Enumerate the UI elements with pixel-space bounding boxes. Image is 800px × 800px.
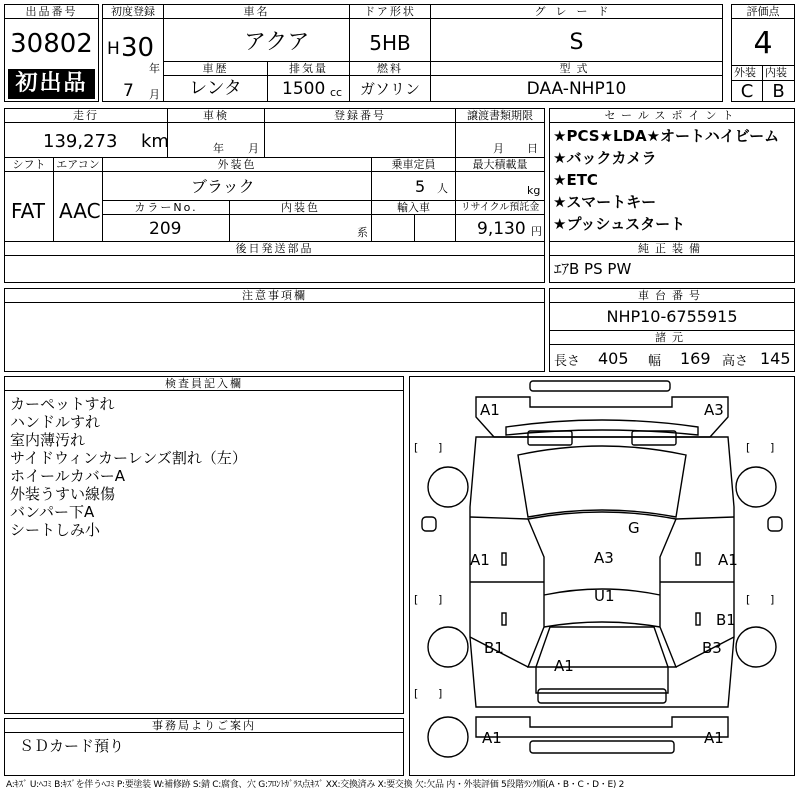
svg-text:]: ]: [770, 593, 775, 606]
max-load-unit: kg: [527, 184, 541, 197]
later-parts-box: [4, 241, 545, 283]
inspector-item: 外装うすい線傷: [10, 485, 116, 503]
inspection-year-unit: 年: [213, 142, 224, 155]
lot-number: 30802: [10, 29, 93, 59]
damage-mark: A3: [704, 401, 724, 419]
interior-score: B: [772, 81, 785, 102]
fuel-box: [349, 61, 431, 102]
displacement-unit: cc: [330, 86, 343, 99]
equipment-box: [549, 241, 795, 283]
notes-label: 注意事項欄: [5, 289, 544, 303]
transfer-day-unit: 日: [527, 142, 538, 155]
color-no-value: 209: [149, 219, 182, 239]
hood-outline: [506, 420, 698, 435]
office-label: 事務局よりご案内: [5, 719, 403, 733]
sales-points-box: [549, 108, 795, 242]
svg-text:]: ]: [770, 441, 775, 454]
damage-mark: A1: [554, 657, 574, 675]
svg-text:]: ]: [438, 441, 443, 454]
first-reg-month-unit: 月: [149, 88, 160, 101]
svg-text:[: [: [414, 687, 419, 700]
inspector-item: 室内薄汚れ: [10, 431, 86, 449]
inspection-label: 車検: [168, 109, 264, 123]
exterior-color-label: 外装色: [103, 158, 371, 172]
aircon-label: エアコン: [54, 158, 102, 172]
recycle-label: リサイクル預託金: [456, 201, 544, 215]
grade-label: グレード: [431, 5, 722, 19]
inspector-box: [4, 376, 404, 714]
equipment-label: 純正装備: [550, 242, 794, 256]
displacement-box: [267, 61, 350, 102]
equipment-value: ｴｱB PS PW: [554, 260, 632, 278]
svg-text:[: [: [414, 441, 419, 454]
grade-box: [430, 4, 723, 62]
dims-label: 諸元: [550, 331, 794, 345]
exterior-score: C: [740, 81, 754, 102]
vehicle-info-grid: [4, 108, 545, 242]
damage-mark: A1: [482, 729, 502, 747]
recycle-unit: 円: [531, 225, 542, 238]
damage-mark: A1: [704, 729, 724, 747]
wheel-front-right: [736, 467, 776, 507]
inspector-item: ホイールカバーA: [10, 467, 125, 485]
sales-point-item: ★ETC: [553, 171, 598, 189]
wheel-front-left: [428, 467, 468, 507]
width-label: 幅: [648, 354, 662, 369]
first-reg-year-unit: 年: [149, 62, 160, 75]
front-bumper-outline: [530, 381, 670, 391]
svg-text:[: [: [746, 441, 751, 454]
score-value: 4: [753, 26, 773, 61]
displacement-label: 排気量: [268, 62, 349, 76]
import-label: 輸入車: [372, 201, 455, 215]
rear-bumper-outline: [476, 717, 728, 737]
front-fascia-outline: [476, 397, 728, 437]
door-box: [349, 4, 431, 62]
model-value: DAA-NHP10: [526, 79, 627, 99]
damage-mark: B3: [702, 639, 722, 657]
first-reg-year: 30: [121, 33, 155, 63]
spare-wheel: [428, 717, 468, 757]
damage-mark: A1: [470, 551, 490, 569]
inspector-item: バンパー下A: [10, 503, 95, 521]
model-label: 型式: [431, 62, 722, 76]
length-value: 405: [598, 349, 629, 368]
chassis-box: [549, 288, 795, 372]
svg-text:[: [: [414, 593, 419, 606]
capacity-value: 5: [415, 177, 426, 196]
exterior-score-label: 外装: [734, 66, 756, 79]
mileage-label: 走行: [5, 109, 167, 123]
lot-label: 出品番号: [5, 5, 98, 19]
inspector-item: ハンドルすれ: [10, 413, 101, 431]
shift-value: FAT: [11, 199, 46, 223]
svg-text:]: ]: [438, 593, 443, 606]
chassis-value: NHP10-6755915: [606, 307, 738, 326]
damage-mark: A1: [718, 551, 738, 569]
sales-points-label: セールスポイント: [550, 109, 794, 123]
mileage-unit: km: [141, 131, 169, 152]
length-label: 長さ: [554, 354, 581, 369]
sales-point-item: ★PCS★LDA★オートハイビーム: [553, 127, 780, 145]
fuel-label: 燃料: [350, 62, 430, 76]
height-label: 高さ: [722, 354, 749, 369]
recycle-value: 9,130: [477, 219, 526, 239]
displacement-value: 1500: [282, 79, 326, 99]
later-parts-label: 後日発送部品: [5, 242, 544, 256]
score-box: [731, 4, 795, 102]
max-load-label: 最大積載量: [456, 158, 544, 172]
damage-mark: G: [628, 519, 640, 537]
mileage-value: 139,273: [43, 131, 118, 152]
first-listing-badge: 初出品: [8, 69, 95, 99]
notes-box: [4, 288, 545, 372]
door-label: ドア形状: [350, 5, 430, 19]
svg-text:[: [: [746, 593, 751, 606]
car-name-value: アクア: [244, 30, 310, 55]
sales-point-item: ★バックカメラ: [553, 149, 657, 167]
car-outline-svg: [410, 377, 794, 775]
history-label: 車歴: [164, 62, 267, 76]
capacity-unit: 人: [437, 182, 448, 195]
damage-mark: A1: [480, 401, 500, 419]
first-reg-era: H: [107, 39, 120, 59]
transfer-label: 譲渡書類期限: [456, 109, 544, 123]
wheel-rear-left: [428, 627, 468, 667]
fuel-value: ガソリン: [359, 80, 420, 98]
office-value: ＳＤカード預り: [19, 737, 125, 755]
exterior-color-value: ブラック: [191, 177, 255, 196]
car-name-label: 車名: [164, 5, 349, 19]
capacity-label: 乗車定員: [372, 158, 455, 172]
model-box: [430, 61, 723, 102]
first-reg-month: 7: [123, 81, 134, 101]
inspector-item: シートしみ小: [10, 521, 101, 539]
damage-mark: B1: [716, 611, 736, 629]
interior-score-label: 内装: [765, 66, 787, 79]
sales-point-item: ★スマートキー: [553, 193, 657, 211]
interior-color-unit: 系: [357, 226, 368, 239]
lot-box: [4, 4, 99, 102]
color-no-label: カラーNo.: [103, 201, 229, 215]
registration-label: 登録番号: [265, 109, 455, 123]
inspector-item: サイドウィンカーレンズ割れ（左）: [10, 449, 247, 467]
height-value: 145: [760, 349, 791, 368]
inspector-label: 検査員記入欄: [5, 377, 403, 391]
first-registration-box: [102, 4, 164, 102]
svg-text:]: ]: [438, 687, 443, 700]
grade-value: S: [569, 30, 584, 55]
history-value: レンタ: [189, 78, 242, 99]
aircon-value: AAC: [59, 199, 101, 223]
windshield-outline: [518, 446, 686, 517]
history-box: [163, 61, 268, 102]
car-damage-diagram: [409, 376, 795, 776]
interior-color-label: 内装色: [230, 201, 371, 215]
legend-text: A:ｷｽﾞ U:ﾍｺﾐ B:ｷｽﾞを伴うﾍｺﾐ P:要塗装 W:補修跡 S:錆 C:腐食、穴 G:ﾌﾛﾝﾄｶﾞﾗｽ点ｷｽﾞ XX:交換済み X:要交換 欠:欠品 内・外装評価 5段階ﾗﾝｸ順(A・B・C・D・E) 2: [6, 780, 625, 790]
wheel-rear-right: [736, 627, 776, 667]
width-value: 169: [680, 349, 711, 368]
shift-label: シフト: [5, 158, 53, 172]
car-name-box: [163, 4, 350, 62]
sales-point-item: ★プッシュスタート: [553, 215, 686, 233]
inspector-item: カーペットすれ: [10, 395, 115, 413]
score-label: 評価点: [732, 5, 794, 19]
chassis-label: 車台番号: [550, 289, 794, 303]
door-value: 5HB: [369, 31, 411, 55]
first-reg-label: 初度登録: [103, 5, 163, 19]
damage-mark: U1: [594, 587, 615, 605]
office-box: [4, 718, 404, 776]
damage-mark: B1: [484, 639, 504, 657]
inspection-month-unit: 月: [248, 142, 259, 155]
damage-mark: A3: [594, 549, 614, 567]
transfer-month-unit: 月: [493, 142, 504, 155]
